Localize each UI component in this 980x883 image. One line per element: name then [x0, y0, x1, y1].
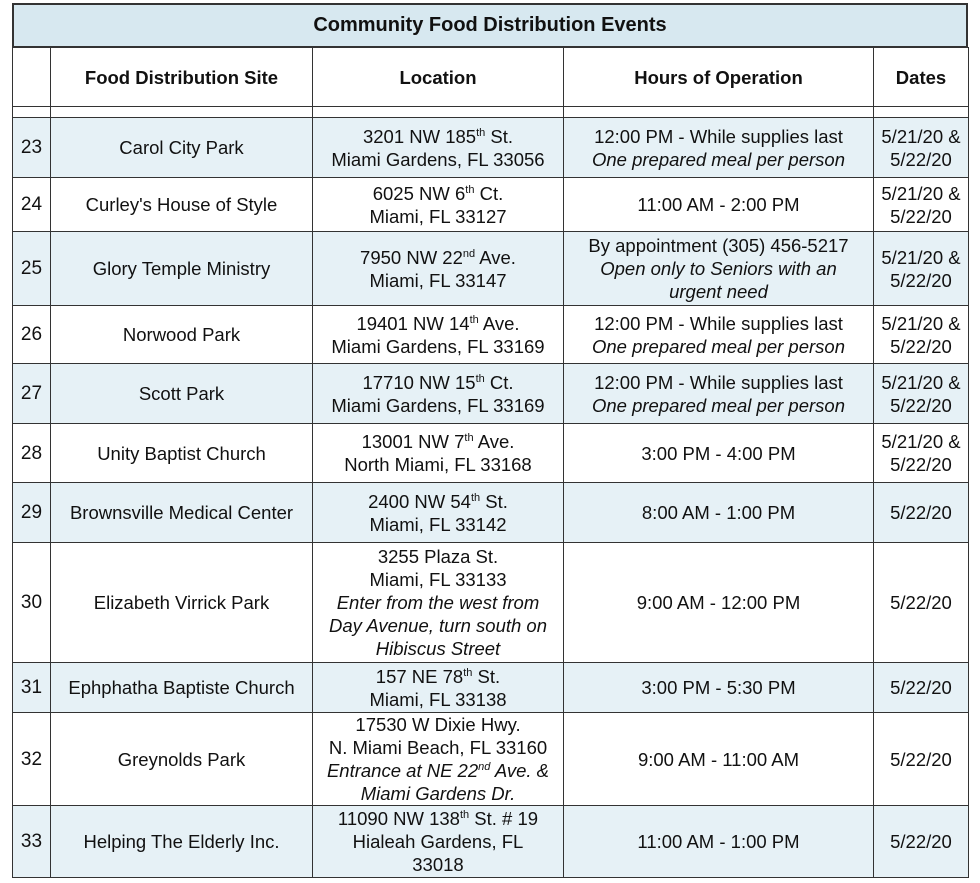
- hours-cell: [564, 424, 874, 483]
- row-number: 31: [13, 663, 51, 713]
- table-row: [13, 806, 969, 878]
- dates-cell: [874, 178, 969, 232]
- hours-cell: [564, 178, 874, 232]
- location-line: St.: [480, 490, 508, 512]
- location-cell: [313, 806, 564, 878]
- date-line: 5/22/20: [890, 335, 952, 357]
- header-hours: Hours of Operation: [564, 48, 874, 107]
- location-cell: [313, 483, 564, 543]
- hours-cell: [564, 306, 874, 364]
- date-line: 5/22/20: [890, 269, 952, 291]
- location-cell: [313, 306, 564, 364]
- date-line: 5/21/20 &: [881, 312, 961, 334]
- location-line: St. # 19: [469, 808, 539, 829]
- hours-note: urgent need: [669, 281, 768, 302]
- location-line: North Miami, FL 33168: [344, 454, 532, 475]
- hours-line: 3:00 PM - 4:00 PM: [641, 442, 796, 464]
- table-row: [13, 118, 969, 178]
- location-cell: [313, 663, 564, 713]
- location-line: 3201 NW 185: [362, 125, 477, 147]
- hours-cell: [564, 232, 874, 306]
- date-line: 5/22/20: [890, 677, 952, 698]
- hours-cell: [564, 118, 874, 178]
- location-line: Miami, FL 33142: [369, 513, 507, 535]
- ordinal-suffix: nd: [478, 760, 491, 773]
- hours-cell: [564, 713, 874, 806]
- hours-line: 12:00 PM - While supplies last: [594, 371, 843, 393]
- site-name: Carol City Park: [51, 118, 313, 178]
- location-line: 2400 NW 54: [368, 490, 471, 512]
- hours-line: 11:00 AM - 1:00 PM: [637, 831, 800, 852]
- date-line: 5/22/20: [890, 748, 952, 770]
- location-cell: [313, 232, 564, 306]
- location-line: 19401 NW 14: [356, 312, 470, 334]
- hours-cell: [564, 364, 874, 424]
- location-line: Miami Gardens, FL 33169: [331, 394, 545, 416]
- location-line: N. Miami Beach, FL 33160: [328, 737, 548, 758]
- date-line: 5/21/20 &: [881, 371, 961, 393]
- location-line: Ct.: [474, 182, 504, 204]
- site-name: Ephphatha Baptiste Church: [51, 663, 313, 713]
- ordinal-suffix: th: [464, 431, 474, 444]
- header-location: Location: [313, 48, 564, 107]
- site-name: Scott Park: [51, 364, 313, 424]
- location-cell: [313, 424, 564, 483]
- table-row: [13, 483, 969, 543]
- location-note: Entrance at NE 22: [326, 760, 479, 781]
- date-line: 5/22/20: [890, 148, 952, 170]
- dates-cell: [874, 483, 969, 543]
- hours-cell: [564, 663, 874, 713]
- site-name: Brownsville Medical Center: [51, 483, 313, 543]
- hours-note: One prepared meal per person: [592, 394, 845, 416]
- hours-note: Open only to Seniors with an: [600, 258, 837, 279]
- dates-cell: [874, 118, 969, 178]
- dates-cell: [874, 806, 969, 878]
- location-note: Day Avenue, turn south on: [328, 615, 548, 636]
- hours-line: 3:00 PM - 5:30 PM: [641, 677, 796, 698]
- dates-cell: [874, 232, 969, 306]
- hours-note: One prepared meal per person: [592, 335, 845, 357]
- hours-line: 12:00 PM - While supplies last: [594, 312, 843, 334]
- site-name: Greynolds Park: [51, 713, 313, 806]
- row-number: 33: [13, 806, 51, 878]
- date-line: 5/22/20: [890, 502, 952, 523]
- table-row: [13, 364, 969, 424]
- location-line: 7950 NW 22: [360, 246, 463, 268]
- location-note: Hibiscus Street: [375, 638, 501, 659]
- ordinal-suffix: th: [463, 666, 473, 679]
- table-row: [13, 178, 969, 232]
- date-line: 5/22/20: [890, 831, 952, 852]
- location-cell: [313, 713, 564, 806]
- date-line: 5/22/20: [890, 454, 952, 475]
- date-line: 5/21/20 &: [881, 246, 961, 268]
- date-line: 5/22/20: [890, 205, 952, 227]
- header-site: Food Distribution Site: [51, 48, 313, 107]
- header-number: [13, 48, 51, 107]
- row-number: 24: [13, 178, 51, 232]
- location-line: Miami Gardens, FL 33056: [331, 148, 545, 170]
- location-line: 11090 NW 138: [337, 808, 460, 829]
- site-name: Curley's House of Style: [51, 178, 313, 232]
- site-name: Elizabeth Virrick Park: [51, 543, 313, 663]
- hours-line: 9:00 AM - 11:00 AM: [637, 748, 800, 770]
- location-line: 6025 NW 6: [372, 182, 466, 204]
- ordinal-suffix: th: [476, 126, 486, 139]
- location-line: 13001 NW 7: [361, 431, 465, 452]
- location-note: Enter from the west from: [336, 592, 540, 613]
- food-distribution-sheet: [12, 3, 968, 878]
- date-line: 5/21/20 &: [881, 431, 961, 452]
- location-line: St.: [472, 665, 501, 687]
- date-line: 5/21/20 &: [881, 125, 961, 147]
- location-line: Miami, FL 33127: [369, 205, 507, 227]
- table-row: [13, 713, 969, 806]
- dates-cell: [874, 713, 969, 806]
- table-row: [13, 543, 969, 663]
- hours-line: 12:00 PM - While supplies last: [594, 125, 843, 147]
- location-line: Miami, FL 33138: [369, 688, 507, 710]
- hours-line: 8:00 AM - 1:00 PM: [641, 502, 796, 523]
- location-cell: [313, 178, 564, 232]
- location-note: Ave. &: [490, 760, 550, 781]
- row-number: 28: [13, 424, 51, 483]
- ordinal-suffix: th: [465, 183, 475, 196]
- site-name: Unity Baptist Church: [51, 424, 313, 483]
- row-number: 26: [13, 306, 51, 364]
- row-number: 30: [13, 543, 51, 663]
- location-line: Hialeah Gardens, FL: [352, 831, 524, 852]
- hours-line: 9:00 AM - 12:00 PM: [636, 592, 801, 613]
- ordinal-suffix: th: [469, 313, 479, 326]
- dates-cell: [874, 424, 969, 483]
- row-number: 32: [13, 713, 51, 806]
- header-row: [13, 48, 969, 107]
- header-dates: Dates: [874, 48, 969, 107]
- location-line: 33018: [412, 854, 464, 875]
- location-line: 17710 NW 15: [362, 371, 476, 393]
- hours-cell: [564, 543, 874, 663]
- hours-cell: [564, 483, 874, 543]
- events-table: [12, 47, 969, 878]
- location-line: Ave.: [475, 246, 516, 268]
- site-name: Helping The Elderly Inc.: [51, 806, 313, 878]
- location-line: 157 NE 78: [375, 665, 464, 687]
- table-title: Community Food Distribution Events: [12, 3, 968, 47]
- row-number: 27: [13, 364, 51, 424]
- location-line: Ave.: [473, 431, 515, 452]
- location-line: Ct.: [484, 371, 514, 393]
- table-row: [13, 424, 969, 483]
- hours-note: One prepared meal per person: [592, 148, 845, 170]
- ordinal-suffix: nd: [462, 247, 476, 260]
- site-name: Glory Temple Ministry: [51, 232, 313, 306]
- location-note: Miami Gardens Dr.: [360, 783, 516, 804]
- location-line: Miami, FL 33133: [369, 569, 507, 590]
- ordinal-suffix: th: [459, 808, 470, 821]
- dates-cell: [874, 306, 969, 364]
- location-cell: [313, 118, 564, 178]
- hours-line: 11:00 AM - 2:00 PM: [637, 194, 800, 215]
- table-row: [13, 306, 969, 364]
- location-line: Ave.: [478, 312, 520, 334]
- location-cell: [313, 364, 564, 424]
- dates-cell: [874, 663, 969, 713]
- row-number: 23: [13, 118, 51, 178]
- hours-line: By appointment (305) 456-5217: [588, 235, 849, 256]
- row-number: 25: [13, 232, 51, 306]
- table-row: [13, 232, 969, 306]
- date-line: 5/22/20: [890, 592, 952, 613]
- hours-cell: [564, 806, 874, 878]
- site-name: Norwood Park: [51, 306, 313, 364]
- location-line: St.: [485, 125, 514, 147]
- location-line: 3255 Plaza St.: [377, 546, 499, 567]
- ordinal-suffix: th: [475, 372, 485, 385]
- date-line: 5/22/20: [890, 394, 952, 416]
- location-cell: [313, 543, 564, 663]
- table-row: [13, 663, 969, 713]
- date-line: 5/21/20 &: [881, 182, 961, 204]
- dates-cell: [874, 543, 969, 663]
- location-line: 17530 W Dixie Hwy.: [355, 714, 521, 735]
- ordinal-suffix: th: [470, 491, 481, 504]
- location-line: Miami Gardens, FL 33169: [331, 335, 545, 357]
- dates-cell: [874, 364, 969, 424]
- location-line: Miami, FL 33147: [369, 269, 507, 291]
- spacer-row: [13, 107, 969, 118]
- row-number: 29: [13, 483, 51, 543]
